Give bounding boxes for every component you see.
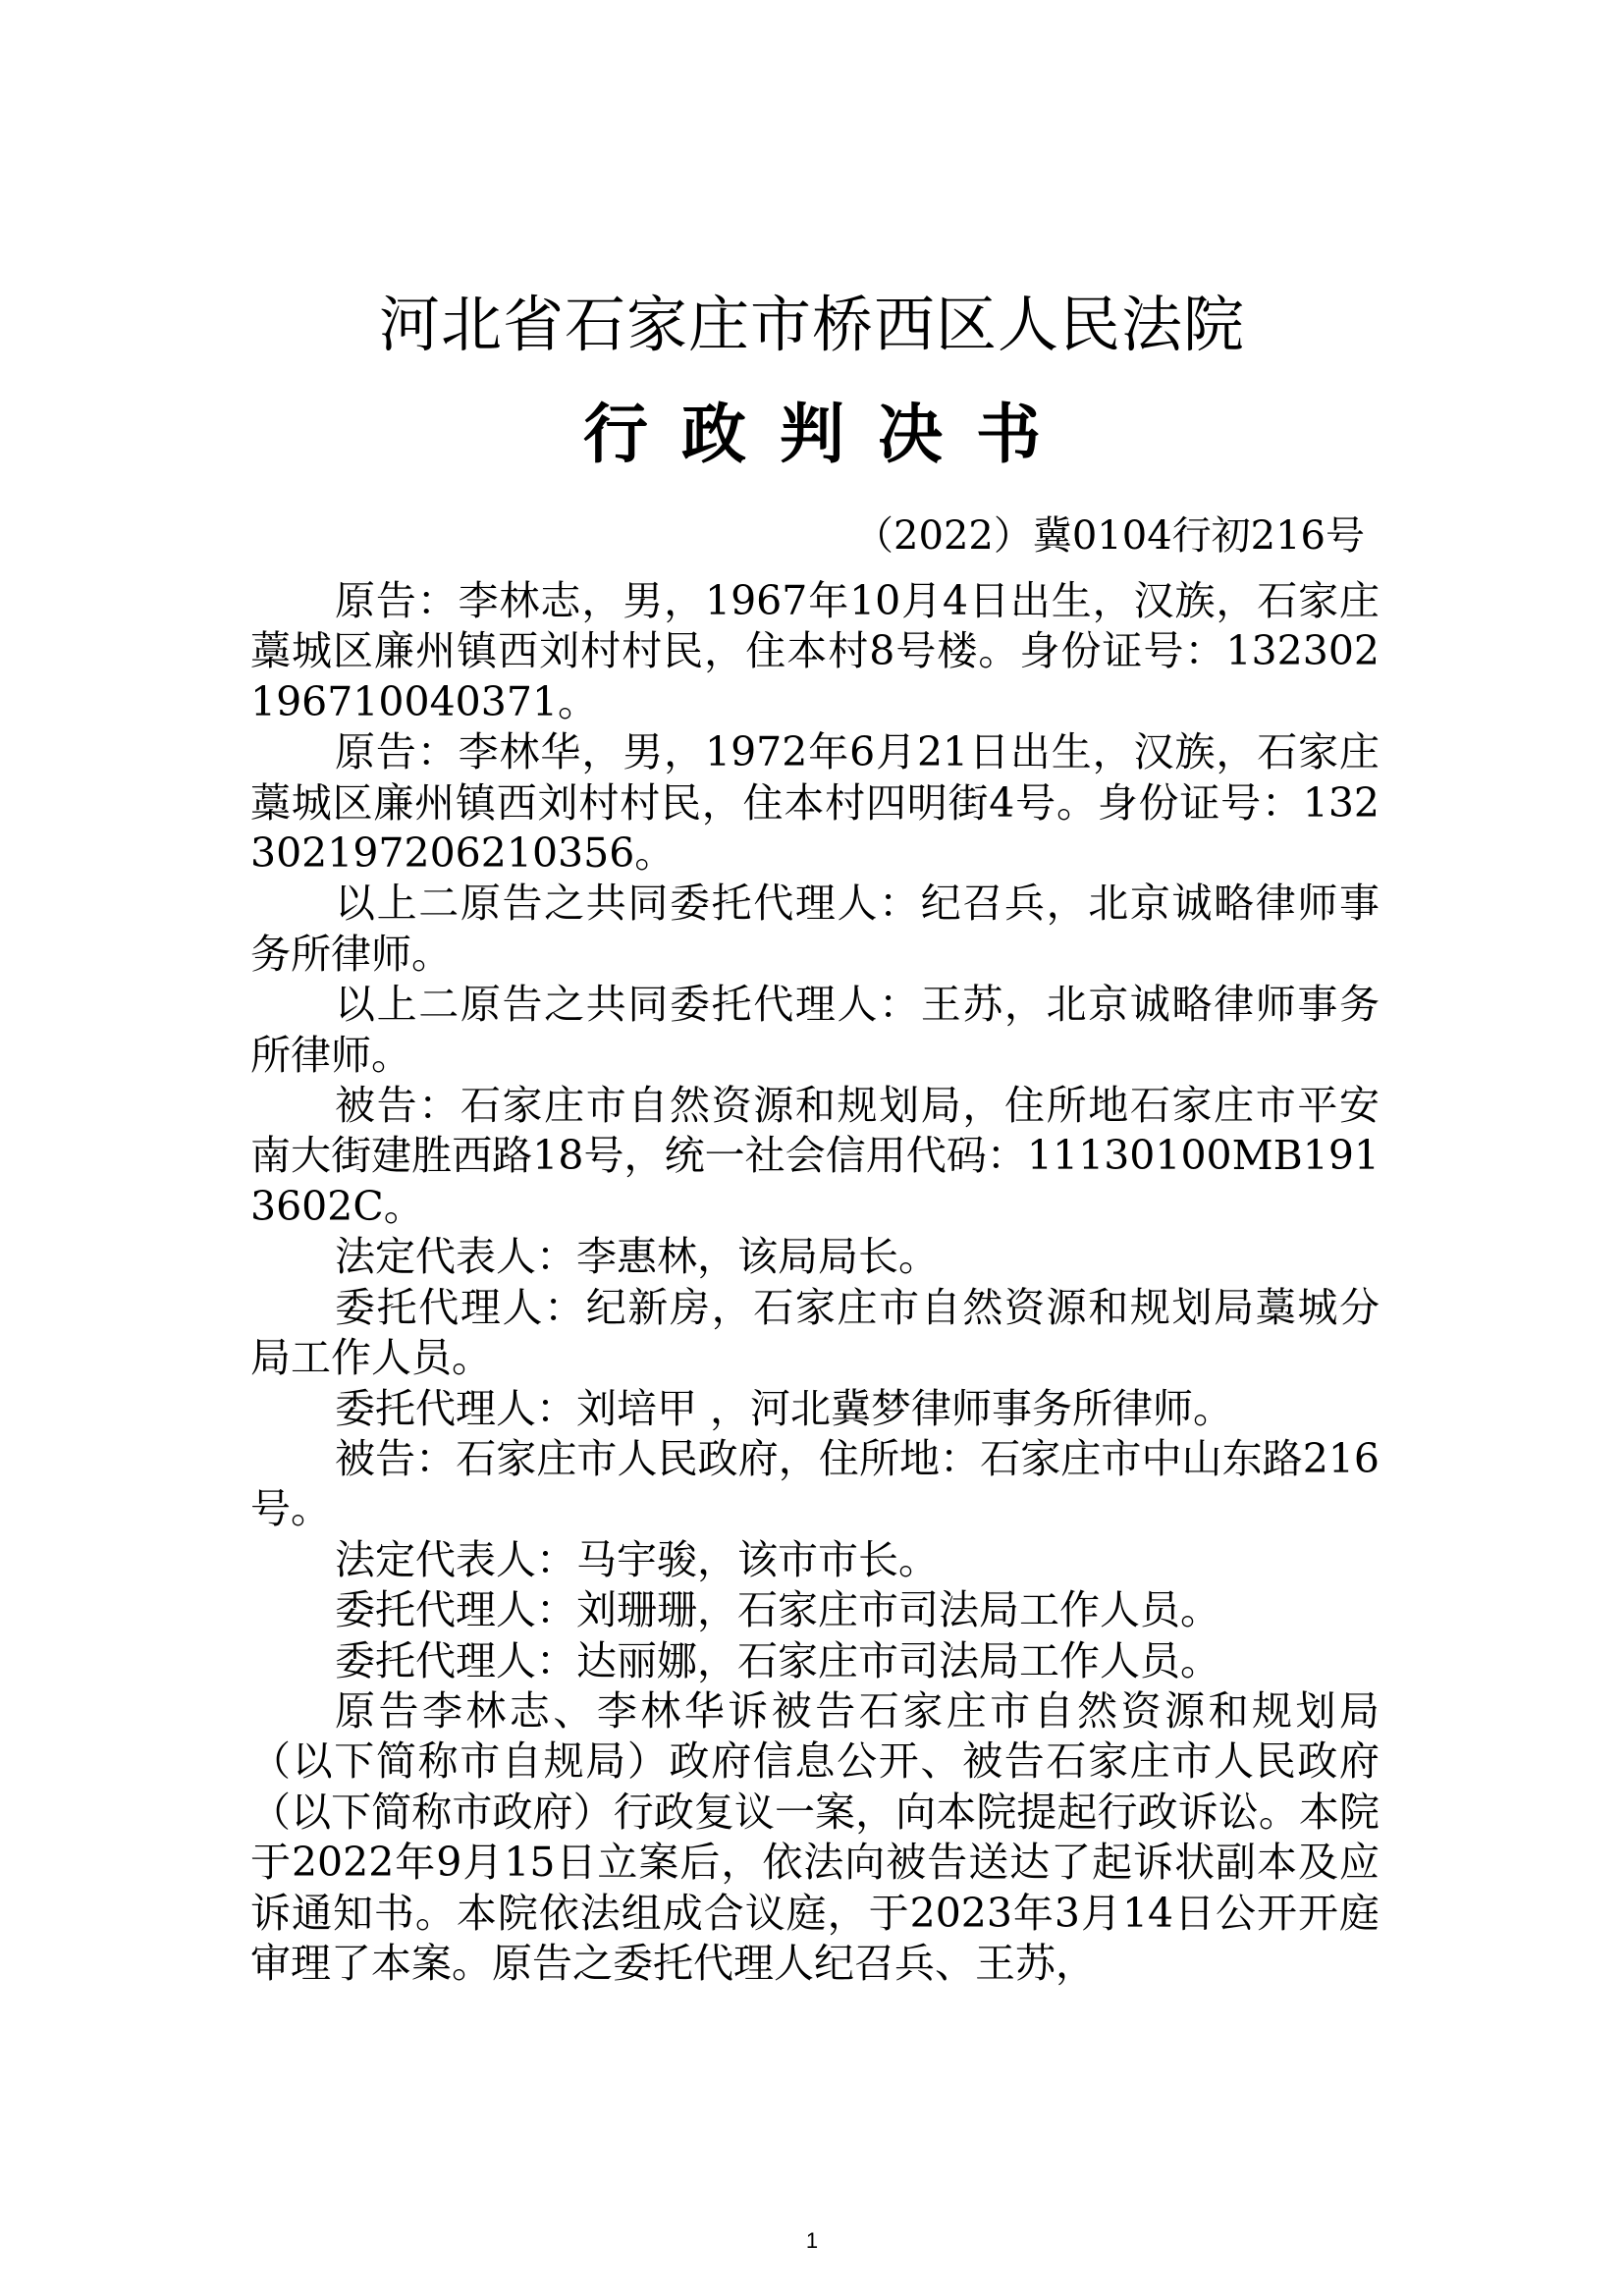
paragraph-plaintiff-2: 原告：李林华，男，1972年6月21日出生，汉族，石家庄藁城区廉州镇西刘村村民，住本村四明街4号。身份证号：132302197206210356。 (250, 728, 1380, 878)
case-number: （2022）冀0104行初216号 (854, 513, 1365, 559)
paragraph-defendant-1: 被告：石家庄市自然资源和规划局，住所地石家庄市平安南大街建胜西路18号，统一社会信用代码：11130100MB1913602C。 (250, 1082, 1380, 1230)
paragraph-defendant-1-legal-rep: 法定代表人：李惠林，该局局长。 (335, 1233, 939, 1281)
paragraph-defendant-2: 被告：石家庄市人民政府，住所地：石家庄市中山东路216号。 (250, 1434, 1380, 1533)
paragraph-plaintiff-agent-1: 以上二原告之共同委托代理人：纪召兵，北京诚略律师事务所律师。 (250, 880, 1380, 978)
judgment-body (250, 576, 1380, 1989)
document-title: 行政判决书 (583, 397, 1074, 472)
paragraph-defendant-2-legal-rep: 法定代表人：马宇骏，该市市长。 (335, 1535, 939, 1583)
paragraph-plaintiff-agent-2: 以上二原告之共同委托代理人：王苏，北京诚略律师事务所律师。 (250, 981, 1380, 1079)
paragraph-case-summary: 原告李林志、李林华诉被告石家庄市自然资源和规划局（以下简称市自规局）政府信息公开、被告石家庄市人民政府（以下简称市政府）行政复议一案，向本院提起行政诉讼。本院于2022年9月15日立案后，依法向被告送达了起诉状副本及应诉通知书。本院依法组成合议庭，于2023年3月14日公开开庭审理了本案。原告之委托代理人纪召兵、王苏， (250, 1686, 1380, 1987)
paragraph-defendant-2-agent-2: 委托代理人：达丽娜，石家庄市司法局工作人员。 (335, 1636, 1220, 1684)
page-number: 1 (805, 2228, 819, 2253)
paragraph-plaintiff-1: 原告：李林志，男，1967年10月4日出生，汉族，石家庄藁城区廉州镇西刘村村民，住本村8号楼。身份证号：132302196710040371。 (250, 577, 1380, 725)
paragraph-defendant-1-agent-2: 委托代理人：刘培甲 ，河北冀梦律师事务所律师。 (335, 1384, 1234, 1432)
paragraph-defendant-2-agent-1: 委托代理人：刘珊珊，石家庄市司法局工作人员。 (335, 1586, 1220, 1634)
court-name: 河北省石家庄市桥西区人民法院 (378, 289, 1245, 360)
paragraph-defendant-1-agent-1: 委托代理人：纪新房，石家庄市自然资源和规划局藁城分局工作人员。 (250, 1283, 1380, 1382)
